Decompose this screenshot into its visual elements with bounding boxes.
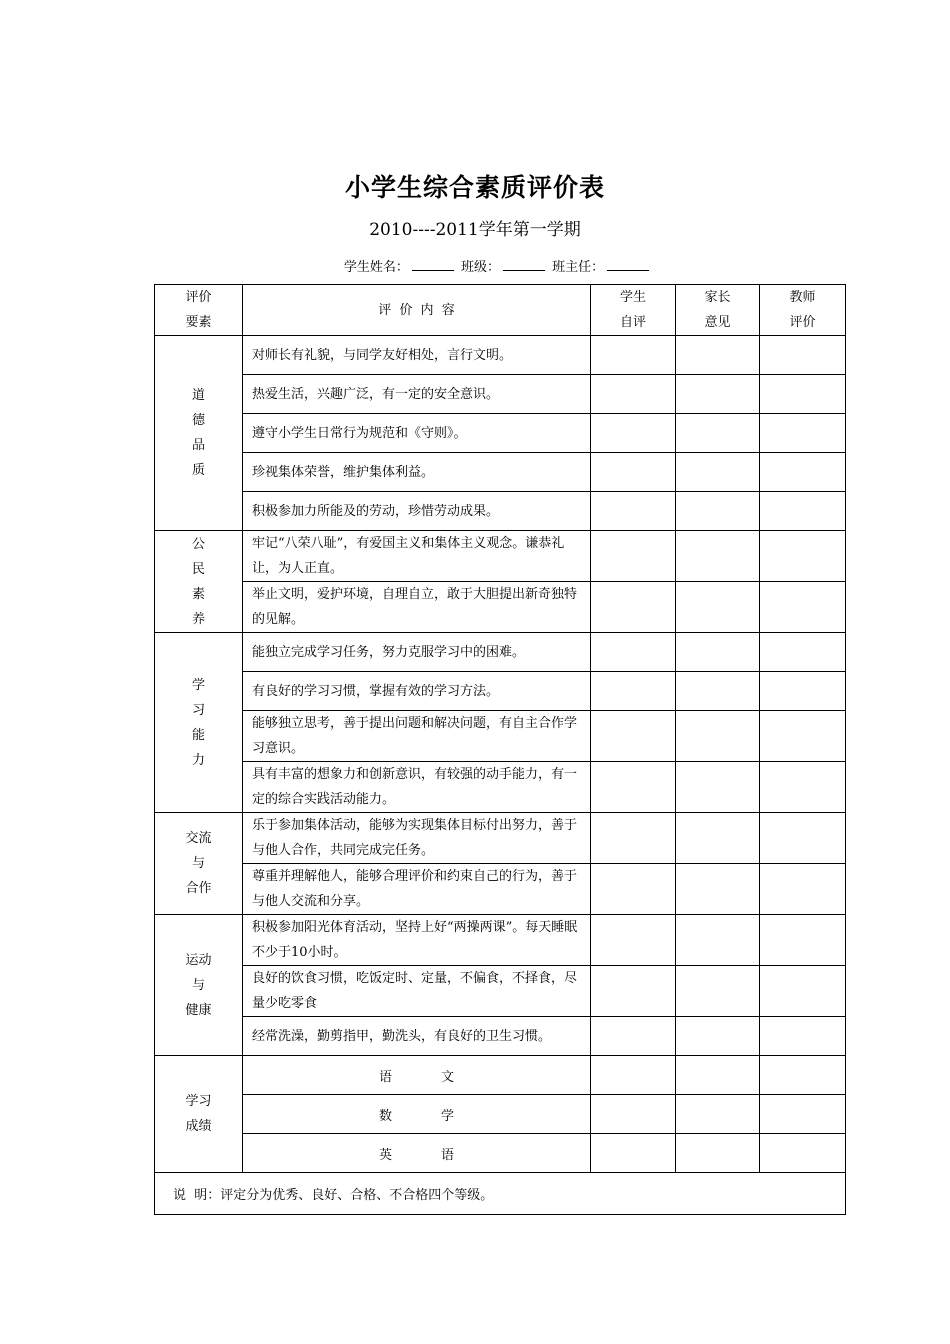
subject-row [155,1095,846,1134]
parent-opinion-cell[interactable] [676,864,760,915]
criterion-row [155,414,846,453]
self-eval-cell[interactable] [591,762,676,813]
parent-opinion-cell[interactable] [676,582,760,633]
criterion-row [155,492,846,531]
category-label: 民 [191,561,205,577]
teacher-eval-cell[interactable] [760,375,846,414]
teacher-eval-cell[interactable] [760,336,846,375]
criterion-row [155,336,846,375]
head-teacher-label: 班主任： [552,260,605,275]
class-label: 班级： [460,260,500,275]
teacher-eval-cell[interactable] [760,762,846,813]
category-cell [155,915,243,1056]
teacher-eval-cell[interactable] [760,813,846,864]
category-cell [155,1056,243,1173]
teacher-eval-cell[interactable] [760,966,846,1017]
subject-name [243,1134,591,1173]
self-eval-cell[interactable] [591,633,676,672]
criterion-row [155,531,846,582]
parent-opinion-cell[interactable] [676,531,760,582]
category-label: 交流 [185,831,212,846]
header-parent: 家长 意见 [676,285,760,336]
parent-opinion-cell[interactable] [676,414,760,453]
evaluation-table [154,284,846,1215]
criterion-row [155,762,846,813]
category-label: 能 [191,727,205,743]
criterion-text: 能够独立思考，善于提出问题和解决问题，有自主合作学习意识。 [243,711,591,762]
header-row [155,285,846,336]
criterion-text: 举止文明，爱护环境，自理自立，敢于大胆提出新奇独特的见解。 [243,582,591,633]
term-subtitle: 2010----2011学年第一学期 [369,220,581,240]
teacher-eval-cell[interactable] [760,453,846,492]
teacher-eval-cell[interactable] [760,915,846,966]
header-teacher: 教师 评价 [760,285,846,336]
note-row [155,1173,846,1215]
criterion-text: 遵守小学生日常行为规范和《守则》。 [243,414,591,453]
criterion-row [155,864,846,915]
category-label: 与 [191,856,205,871]
teacher-eval-cell[interactable] [760,531,846,582]
criterion-row [155,711,846,762]
header-self: 学生 自评 [591,285,676,336]
parent-opinion-cell[interactable] [676,915,760,966]
category-label: 学 [191,677,205,693]
teacher-eval-cell[interactable] [760,672,846,711]
subject-name [243,1056,591,1095]
category-label: 德 [191,413,205,428]
parent-opinion-cell[interactable] [676,1095,760,1134]
parent-opinion-cell[interactable] [676,1017,760,1056]
criterion-row [155,633,846,672]
subject-char: 学 [440,1108,454,1124]
parent-opinion-cell[interactable] [676,375,760,414]
teacher-eval-cell[interactable] [760,864,846,915]
subject-char: 数 [378,1108,392,1124]
criterion-text: 对师长有礼貌，与同学友好相处，言行文明。 [243,336,591,375]
parent-opinion-cell[interactable] [676,672,760,711]
criterion-row [155,1017,846,1056]
criterion-text: 经常洗澡，勤剪指甲，勤洗头，有良好的卫生习惯。 [243,1017,591,1056]
self-eval-cell[interactable] [591,711,676,762]
parent-opinion-cell[interactable] [676,336,760,375]
self-eval-cell[interactable] [591,492,676,531]
criterion-text: 尊重并理解他人，能够合理评价和约束自己的行为，善于与他人交流和分享。 [243,864,591,915]
subject-char: 语 [440,1147,454,1163]
self-eval-cell[interactable] [591,582,676,633]
self-eval-cell[interactable] [591,414,676,453]
parent-opinion-cell[interactable] [676,762,760,813]
criterion-text: 有良好的学习习惯，掌握有效的学习方法。 [243,672,591,711]
head-teacher-field[interactable] [607,257,649,271]
category-label: 与 [191,977,205,993]
criterion-text: 积极参加阳光体育活动，坚持上好“两操两课”。每天睡眠不少于10小时。 [243,915,591,966]
subject-char: 文 [440,1069,454,1085]
self-eval-cell[interactable] [591,1017,676,1056]
self-eval-cell[interactable] [591,1095,676,1134]
subject-row [155,1134,846,1173]
subject-char: 语 [378,1069,392,1085]
header-factor: 评价 要素 [155,285,243,336]
parent-opinion-cell[interactable] [676,453,760,492]
subject-row [155,1056,846,1095]
student-name-label: 学生姓名： [343,260,409,275]
parent-opinion-cell[interactable] [676,966,760,1017]
self-eval-cell[interactable] [591,1134,676,1173]
criterion-text: 热爱生活，兴趣广泛，有一定的安全意识。 [243,375,591,414]
teacher-eval-cell[interactable] [760,1134,846,1173]
teacher-eval-cell[interactable] [760,633,846,672]
category-label: 合作 [185,881,212,896]
self-eval-cell[interactable] [591,453,676,492]
category-label: 健康 [185,1002,212,1018]
class-field[interactable] [503,257,545,271]
student-info-line [0,256,950,275]
criterion-row [155,915,846,966]
teacher-eval-cell[interactable] [760,1095,846,1134]
criterion-row [155,966,846,1017]
self-eval-cell[interactable] [591,966,676,1017]
criterion-row [155,672,846,711]
teacher-eval-cell[interactable] [760,1017,846,1056]
student-name-field[interactable] [412,257,454,271]
category-label: 成绩 [185,1119,212,1134]
teacher-eval-cell[interactable] [760,711,846,762]
self-eval-cell[interactable] [591,1056,676,1095]
category-label: 习 [191,702,205,718]
self-eval-cell[interactable] [591,864,676,915]
category-label: 养 [191,611,205,627]
grading-note: 说 明：评定分为优秀、良好、合格、不合格四个等级。 [155,1173,846,1215]
criterion-row [155,813,846,864]
subject-name [243,1095,591,1134]
category-label: 素 [191,586,205,602]
self-eval-cell[interactable] [591,813,676,864]
category-cell [155,633,243,813]
parent-opinion-cell[interactable] [676,1134,760,1173]
teacher-eval-cell[interactable] [760,582,846,633]
category-cell [155,336,243,531]
criterion-text: 能独立完成学习任务，努力克服学习中的困难。 [243,633,591,672]
category-cell [155,531,243,633]
parent-opinion-cell[interactable] [676,813,760,864]
parent-opinion-cell[interactable] [676,1056,760,1095]
category-cell [155,813,243,915]
self-eval-cell[interactable] [591,531,676,582]
self-eval-cell[interactable] [591,672,676,711]
criterion-text: 积极参加力所能及的劳动，珍惜劳动成果。 [243,492,591,531]
category-label: 力 [191,752,205,768]
parent-opinion-cell[interactable] [676,711,760,762]
subject-char: 英 [378,1147,392,1163]
self-eval-cell[interactable] [591,375,676,414]
criterion-row [155,453,846,492]
criterion-text: 珍视集体荣誉，维护集体利益。 [243,453,591,492]
header-content: 评 价 内 容 [243,285,591,336]
criterion-text: 具有丰富的想象力和创新意识，有较强的动手能力，有一定的综合实践活动能力。 [243,762,591,813]
category-label: 质 [191,463,205,478]
criterion-row [155,375,846,414]
criterion-text: 牢记“八荣八耻”，有爱国主义和集体主义观念。谦恭礼让，为人正直。 [243,531,591,582]
category-label: 运动 [185,952,212,968]
criterion-text: 良好的饮食习惯，吃饭定时、定量，不偏食，不择食，尽量少吃零食 [243,966,591,1017]
page-title: 小学生综合素质评价表 [344,173,605,202]
self-eval-cell[interactable] [591,915,676,966]
category-label: 道 [191,388,205,403]
self-eval-cell[interactable] [591,336,676,375]
teacher-eval-cell[interactable] [760,1056,846,1095]
category-label: 学习 [185,1094,212,1109]
category-label: 公 [191,536,205,552]
category-label: 品 [191,438,205,453]
teacher-eval-cell[interactable] [760,492,846,531]
criterion-row [155,582,846,633]
teacher-eval-cell[interactable] [760,414,846,453]
parent-opinion-cell[interactable] [676,492,760,531]
criterion-text: 乐于参加集体活动，能够为实现集体目标付出努力，善于与他人合作，共同完成完任务。 [243,813,591,864]
parent-opinion-cell[interactable] [676,633,760,672]
